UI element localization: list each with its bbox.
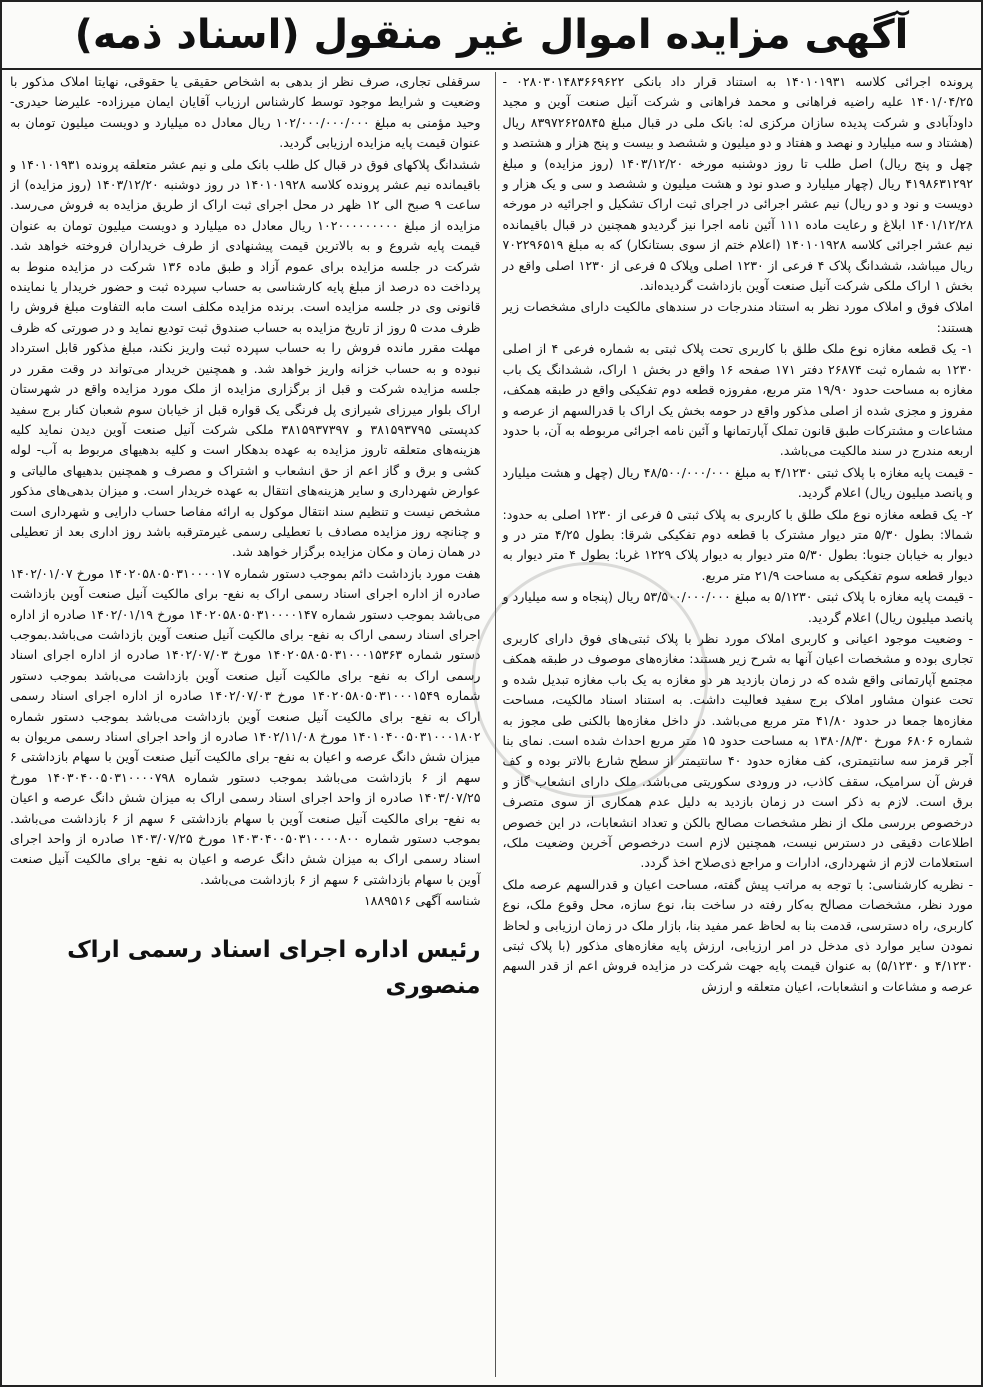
paragraph: - نظریه کارشناسی: با توجه به مراتب پیش گفته، مساحت اعیان و قدرالسهم عرصه ملک مورد نظر، مشخصات مصالح به‌کار رفته در ساخت بنا، نوع سازه، محل وقوع ملک، نوع کاربری، راه دسترسی، قدمت بنا به لحاظ عمر مفید بنا، بازار ملک در زمان ارزیابی و لحاظ نمودن سایر موارد ذی مدخل در امر ارزیابی، ارزش پایه مغازه‌های مذکور (با پلاک ثبتی ۴/۱۲۳۰ و ۵/۱۲۳۰) به عنوان قیمت پایه جهت شرکت در مزایده فروش اعم از قدر السهم عرصه و مشاعات و انشعابات، اعیان متعلقه و ارزش [502, 876, 973, 994]
paragraph: هفت مورد بازداشت دائم بموجب دستور شماره ۱۴۰۲۰۵۸۰۵۰۳۱۰۰۰۰۱۷ مورخ ۱۴۰۲/۰۱/۰۷ صادره از اداره اجرای اسناد رسمی اراک به نفع- برای مالکیت آنیل صنعت آوین بازداشت می‌باشد بموجب دستور شماره ۱۴۰۲۰۵۸۰۵۰۳۱۰۰۰۰۱۴۷ مورخ ۱۴۰۲/۰۱/۱۹ صادره از اداره اجرای اسناد رسمی اراک به نفع- برای مالکیت آنیل صنعت آوین بازداشت می‌باشد.بموجب دستور شماره ۱۴۰۲۰۵۸۰۵۰۳۱۰۰۰۱۵۳۶۳ مورخ ۱۴۰۲/۰۷/۰۳ صادره از اداره اجرای اسناد رسمی اراک به نفع- برای مالکیت آنیل صنعت آوین بازداشت می‌باشد بموجب دستور شماره ۱۴۰۲۰۵۸۰۵۰۳۱۰۰۰۱۵۴۹ مورخ ۱۴۰۲/۰۷/۰۳ صادره از اداره اجرای اسناد رسمی اراک به نفع- برای مالکیت آنیل صنعت آوین بازداشت می‌باشد بموجب دستور شماره ۱۴۰۱۰۴۰۰۵۰۳۱۰۰۰۱۸۰۲ مورخ ۱۴۰۲/۱۱/۰۸ صادره از واحد اجرای اسناد رسمی مریوان به میزان شش دانگ عرصه و اعیان به نفع- برای مالکیت آنیل صنعت آوین با سهام بازداشتی ۶ سهم از ۶ بازداشت می‌باشد بموجب دستور شماره ۱۴۰۳۰۴۰۰۵۰۳۱۰۰۰۰۷۹۸ مورخ ۱۴۰۳/۰۷/۲۵ صادره از واحد اجرای اسناد رسمی اراک به میزان شش دانگ عرصه و اعیان به نفع- برای مالکیت آنیل صنعت آوین با سهام بازداشتی ۶ سهم از ۶ بازداشت می‌باشد. بموجب دستور شماره ۱۴۰۳۰۴۰۰۵۰۳۱۰۰۰۰۸۰۰ مورخ ۱۴۰۳/۰۷/۲۵ صادره از واحد اجرای اسناد رسمی اراک به میزان شش دانگ عرصه و اعیان به نفع- برای مالکیت آنیل صنعت آوین با سهام بازداشتی ۶ سهم از ۶ بازداشت می‌باشد. [10, 565, 481, 887]
right-column [495, 72, 974, 1377]
notice-id: شناسه آگهی ۱۸۸۹۵۱۶ [363, 893, 481, 909]
paragraph: سرقفلی تجاری، صرف نظر از بدهی به اشخاص حقیقی یا حقوقی، نهایتا املاک مذکور با وضعیت و شرایط موجود توسط کارشناس ارزیاب آقایان ایمان میرزاده- علیرضا حیدری- وحید مؤمنی به مبلغ ۱۰۲/۰۰۰/۰۰۰/۰۰۰ ریال معادل ده میلیارد و دویست میلیون تومان به عنوان قیمت پایه مزایده ارزیابی گردید. [10, 74, 481, 151]
signature-block [10, 932, 481, 1004]
signature-name: منصوری [385, 972, 481, 999]
text-columns [10, 72, 973, 1377]
paragraph: ششدانگ پلاکهای فوق در قبال کل طلب بانک ملی و نیم عشر متعلقه پرونده ۱۴۰۱۰۱۹۳۱ و باقیمانده نیم عشر پرونده کلاسه ۱۴۰۱۰۱۹۲۸ در روز دوشنبه ۱۴۰۳/۱۲/۲۰ (روز مزایده) از ساعت ۹ صبح الی ۱۲ ظهر در محل اجرای ثبت اراک از طریق مزایده به فروش می‌رسد. مزایده از مبلغ ۱۰۲۰۰۰۰۰۰۰۰۰ ریال معادل ده میلیارد و دویست میلیون تومان به عنوان قیمت پایه شروع و به بالاترین قیمت پیشنهادی از طرف خریداران فروخته خواهد شد. شرکت در جلسه مزایده برای عموم آزاد و طبق ماده ۱۳۶ شرکت در مزایده منوط به پرداخت ده درصد از مبلغ پایه کارشناسی به حساب سپرده ثبت و حضور خریدار یا نماینده قانونی وی در جلسه مزایده است. برنده مزایده مکلف است مابه التفاوت مبلغ فروش را ظرف مدت ۵ روز از تاریخ مزایده به حساب صندوق ثبت تودیع نماید و در صورتی که ظرف مهلت مقرر مانده فروش را به حساب سپرده ثبت واریز نکند، مبلغ مذکور قابل استرداد نبوده و به حساب خزانه واریز خواهد شد. و همچنین خریدار می‌تواند در وقت مقرر در جلسه مزایده شرکت و قبل از برگزاری مزایده از ملک مورد مزایده واقع در شهرستان اراک بلوار میرزای شیرازی پل فرنگی یک قواره قبل از خیابان سوم شعبان کنار برج سفید کدپستی ۳۸۱۵۹۳۷۹۵ و ۳۸۱۵۹۳۷۳۹۷ ملکی شرکت آنیل صنعت آوین دیدن نماید کلیه هزینه‌های متعلقه تاروز مزایده به عهده بدهکار است و کلیه بدهیهای مربوط به آب- لوله کشی و برق و گاز اعم از حق انشعاب و اشتراک و مصرف و همچنین بدهیهای مالیاتی و عوارض شهرداری و سایر هزینه‌های انتقال به عهده خریدار است. و میزان بدهی‌های مذکور مشخص نیست و تنظیم سند انتقال موکول به ارائه مفاصا حساب دارایی و شهرداری است و چنانچه روز مزایده مصادف با تعطیلی رسمی غیرمترقبه باشد روز اداری بعد از تعطیلی در همان زمان و مکان مزایده برگزار خواهد شد. [10, 156, 481, 560]
paragraph: - قیمت پایه مغازه با پلاک ثبتی ۵/۱۲۳۰ به مبلغ ۵۳/۵۰۰/۰۰۰/۰۰۰ ریال (پنجاه و سه میلیارد و پانصد میلیون ریال) اعلام گردید. [502, 589, 973, 625]
paragraph: ۱- یک قطعه مغازه نوع ملک طلق با کاربری تحت پلاک ثبتی به شماره فرعی ۴ از اصلی ۱۲۳۰ به شماره ثبت ۲۶۸۷۴ دفتر ۱۷۱ صفحه ۱۶ واقع در بخش ۱ اراک، ششدانگ یک باب مغازه به مساحت حدود ۱۹/۹۰ متر مربع، مفروزه قطعه دوم تفکیکی واقع در طبقه همکف، مفروز و مجزی شده از اصلی مذکور واقع در حومه بخش یک اراک با قدرالسهم از عرصه و مشاعات و مشترکات طبق قانون تملک آپارتمانها و آئین نامه اجرائی مربوطه به آن، با حدود اربعه مندرج در سند مالکیت می‌باشد. [502, 341, 973, 459]
notice-title: آگهی مزایده اموال غیر منقول (اسناد ذمه) [2, 2, 981, 70]
paragraph: املاک فوق و املاک مورد نظر به استناد مندرجات در سندهای مالکیت دارای مشخصات زیر هستند: [502, 299, 973, 335]
left-column [10, 72, 481, 1377]
signature-title: رئیس اداره اجرای اسناد رسمی اراک [67, 936, 481, 963]
paragraph: ۲- یک قطعه مغازه نوع ملک طلق با کاربری به پلاک ثبتی ۵ فرعی از ۱۲۳۰ اصلی به حدود: شمالا: بطول ۵/۳۰ متر دیوار مشترک با قطعه دوم تفکیکی شرقا: بطول ۴/۲۵ متر در و دیوار به خیابان جنوبا: بطول ۵/۳۰ متر دیوار به دیوار پلاک ۱۲۲۹ غربا: بطول ۴ متر دیوار به دیوار قطعه سوم تفکیکی به مساحت ۲۱/۹ متر مربع. [502, 506, 973, 583]
paragraph: - وضعیت موجود اعیانی و کاربری املاک مورد نظر با پلاک ثبتی‌های فوق دارای کاربری تجاری بوده و مشخصات اعیان آنها به شرح زیر هستند: مغازه‌های موصوف در طبقه همکف مجتمع آپارتمانی واقع شده که در زمان بازدید هر دو مغازه به یک باب مغازه تبدیل شده و تحت عنوان مشاور املاک برج سفید فعالیت داشت. به استناد اسناد مالکیت، مساحت مغازه‌ها جمعا در حدود ۴۱/۸۰ متر مربع می‌باشد. در داخل مغازه‌ها بالکنی طی مجوز به شماره ۶۸۰۶ مورخ ۱۳۸۰/۸/۳۰ به مساحت حدود ۱۵ متر مربع احداث شده است. نمای بنا آجر قرمز سه سانتیمتری، کف مغازه حدود ۴۰ سانتیمتر از سطح شارع بالاتر بوده و کف فرش آن سرامیک، سقف کاذب، در ورودی سکوریتی می‌باشد. ملک دارای انشعاب گاز و برق است. لازم به ذکر است در زمان بازدید به دلیل عدم همکاری از سوی متصرف درخصوص بررسی ملک از نظر مشخصات مصالح بالکن و تعداد انشعابات، در این خصوص اطلاعات دقیقی در دسترس نیست، همچنین لازم است درخصوص آخرین وضعیت ملک، استعلامات لازم از شهرداری، ادارات و مراجع ذی‌صلاح اخذ گردد. [502, 630, 973, 871]
paragraph: - قیمت پایه مغازه با پلاک ثبتی ۴/۱۲۳۰ به مبلغ ۴۸/۵۰۰/۰۰۰/۰۰۰ ریال (چهل و هشت میلیارد و پانصد میلیون ریال) اعلام گردید. [502, 464, 973, 501]
paragraph: پرونده اجرائی کلاسه ۱۴۰۱۰۱۹۳۱ به استناد قرار داد بانکی ۰۲۸۰۳۰۱۴۸۳۶۶۹۶۲۲ - ۱۴۰۱/۰۴/۲۵ علیه راضیه فراهانی و محمد فراهانی و شرکت آنیل صنعت آوین و مجید داودآبادی و شرکت پدیده سازان مرکزی له: بانک ملی در قبال مبلغ ۸۳۹۷۲۶۲۵۸۴۵ ریال (هشتاد و سه میلیارد و نهصد و هفتاد و دو میلیون و ششصد و بیست و پنج هزار و هشتصد و چهل و پنج ریال) اصل طلب تا روز دوشنبه مورخه ۱۴۰۳/۱۲/۲۰ (روز مزایده) و مبلغ ۴۱۹۸۶۳۱۲۹۲ ریال (چهار میلیارد و صدو نود و هشت میلیون و ششصد و سی و یک هزار و دویست و نود و دو ریال) نیم عشر اجرائی در اجرای ثبت اراک تشکیل و اجرائیه در مورخه ۱۴۰۱/۱۲/۲۸ ابلاغ و رعایت ماده ۱۱۱ آئین نامه اجرا نیز گردیدو همچنین در قبال باقیمانده نیم عشر اجرائی کلاسه ۱۴۰۱۰۱۹۲۸ (اعلام ختم از سوی بستانکار) که به مبلغ ۷۰۲۲۹۶۵۱۹ ریال میباشد، ششدانگ پلاک ۴ فرعی از ۱۲۳۰ اصلی وپلاک ۵ فرعی از ۱۲۳۰ اصلی واقع در بخش ۱ اراک ملکی شرکت آنیل صنعت آوین بازداشت گردیده‌اند. [502, 74, 973, 294]
